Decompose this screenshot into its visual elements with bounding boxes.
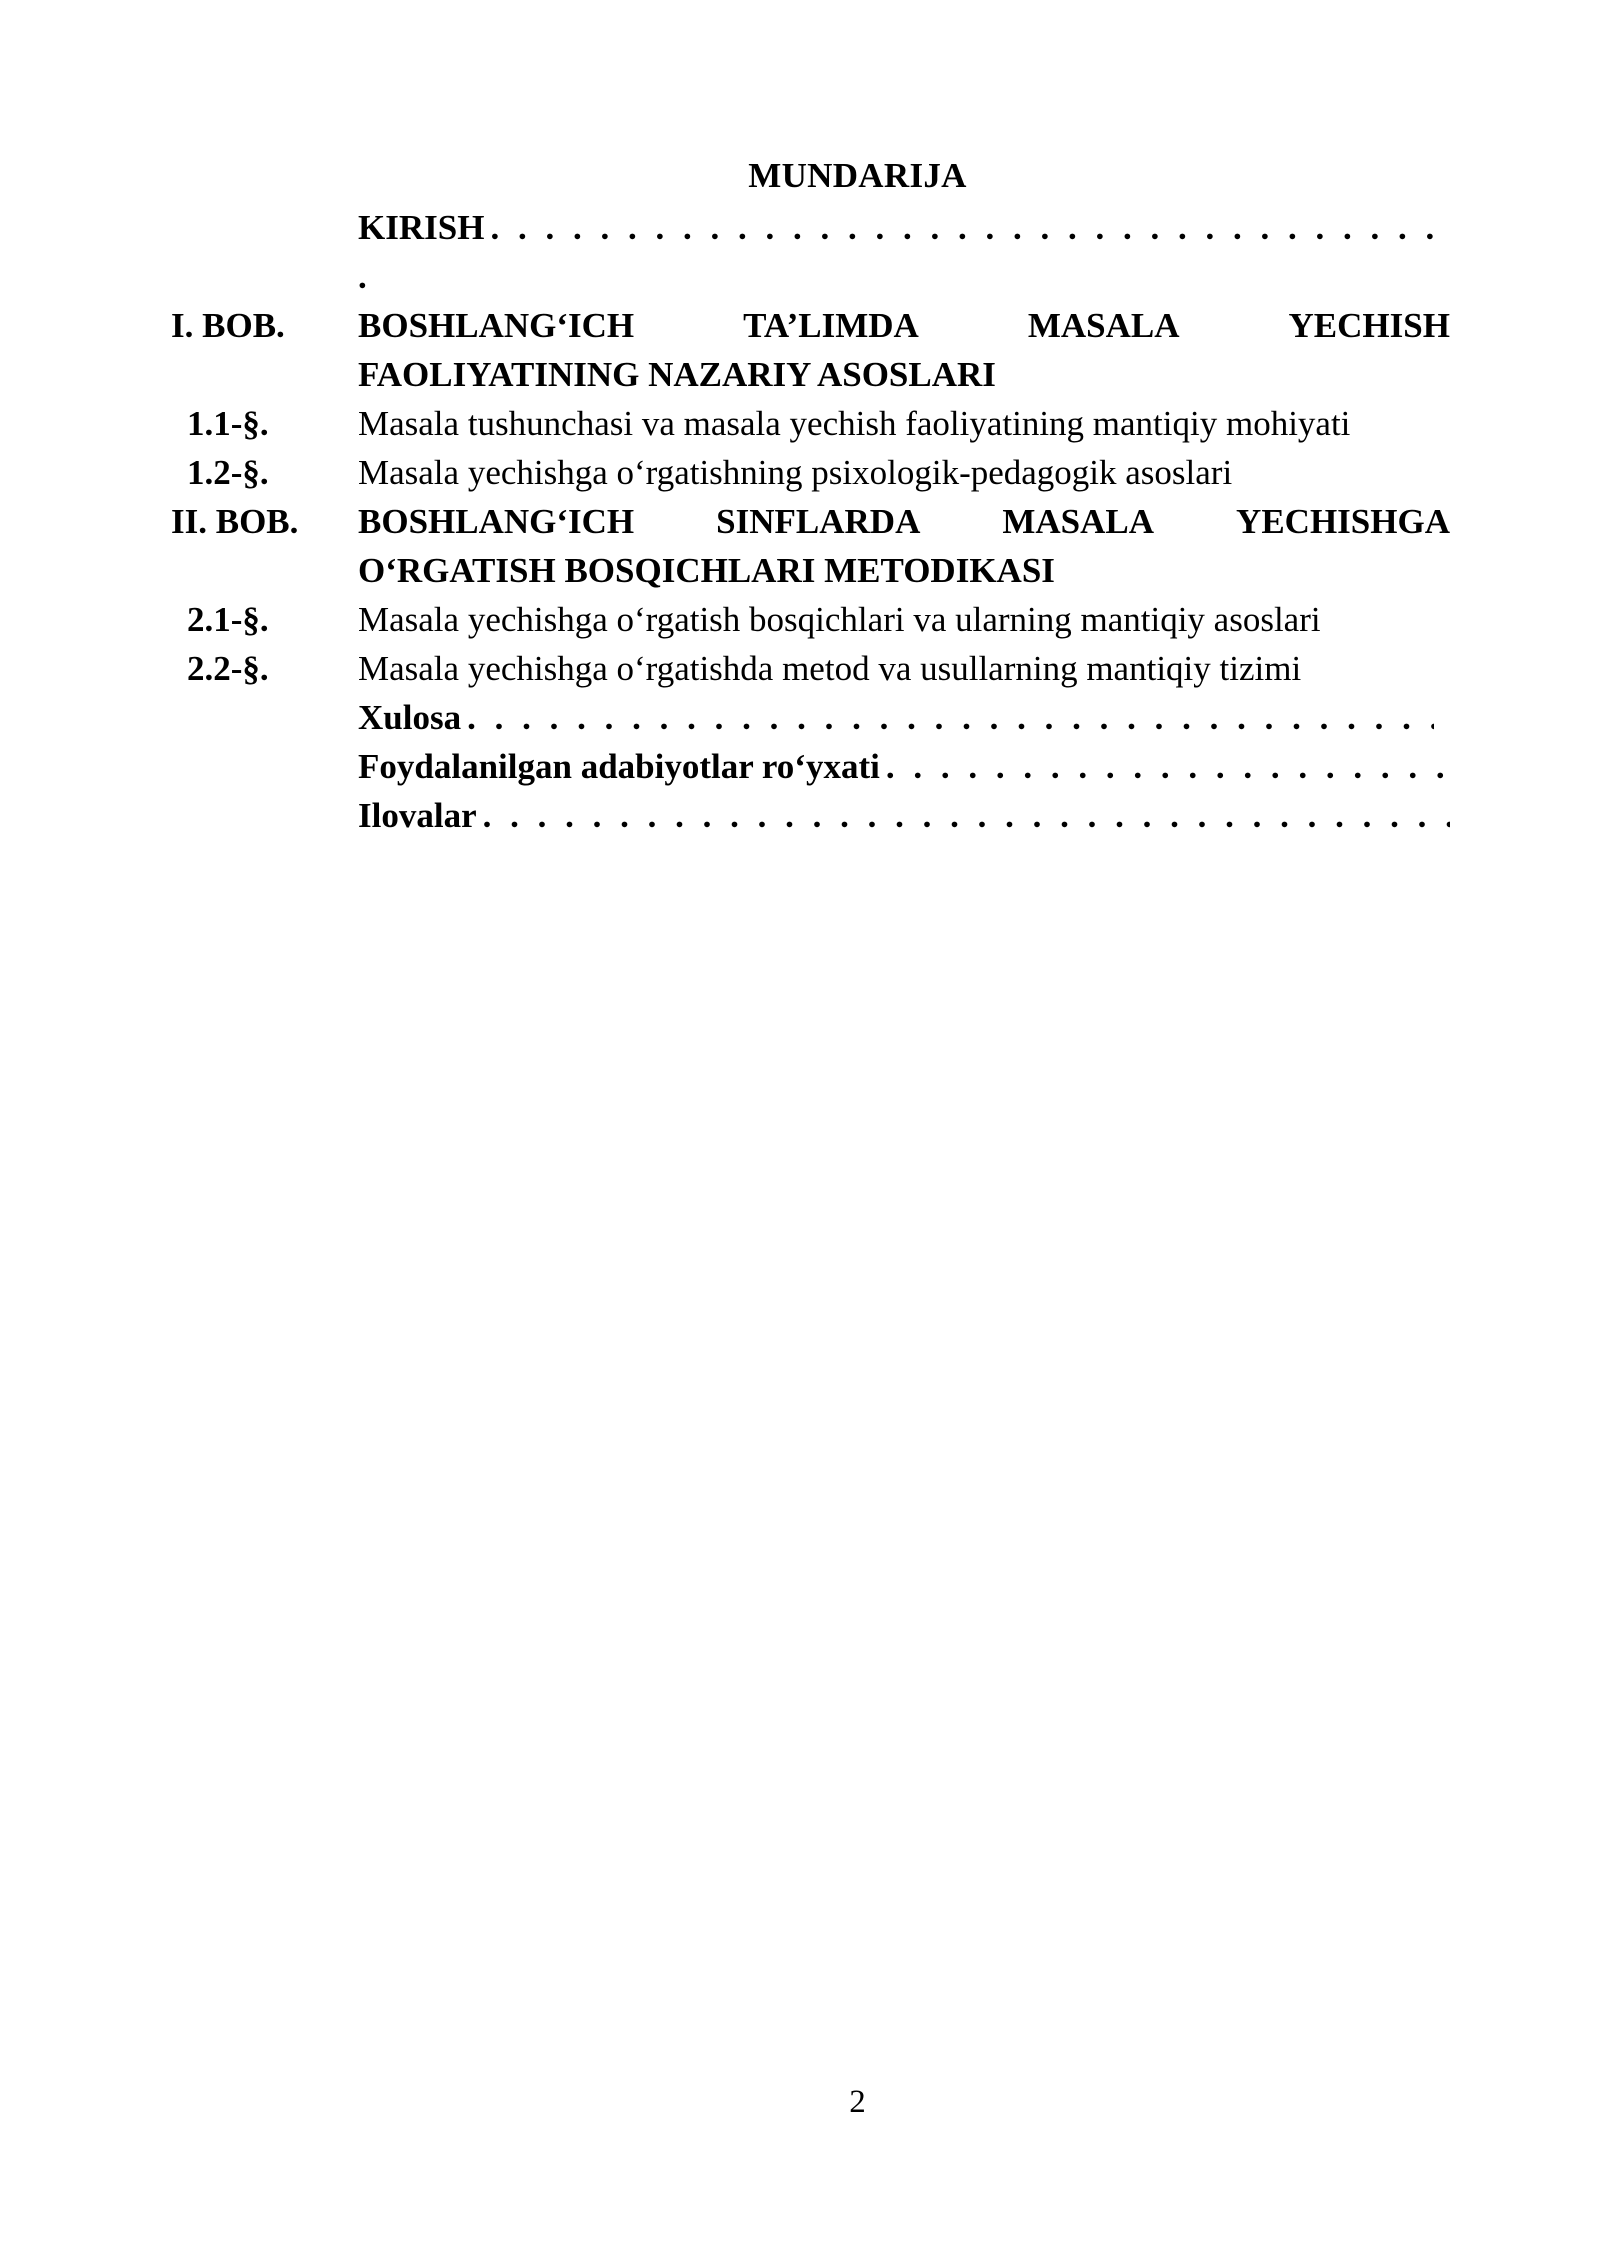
section-number: 1.2-§. xyxy=(187,453,269,492)
chapter-number: I. BOB. xyxy=(171,306,285,345)
section-title-text: Masala yechishga o‘rgatishning psixologik-pedagogik asoslari xyxy=(358,453,1233,492)
chapter-title-word: MASALA xyxy=(1002,502,1155,541)
page-number: 2 xyxy=(849,2084,866,2120)
section-title xyxy=(358,399,1450,448)
section-title xyxy=(358,448,1450,497)
toc-entry-text xyxy=(358,742,1450,791)
chapter-title xyxy=(358,301,1450,399)
chapter-title-word: YECHISH xyxy=(1288,306,1450,345)
dot-leader xyxy=(880,742,1450,791)
chapter-title-word: YECHISHGA xyxy=(1236,502,1450,541)
toc-title: MUNDARIJA xyxy=(748,156,967,195)
chapter-title-word: TA’LIMDA xyxy=(743,306,919,345)
section-number: 1.1-§. xyxy=(187,404,269,443)
chapter-title-word: BOSHLANG‘ICH xyxy=(358,502,635,541)
section-title xyxy=(358,595,1450,644)
toc-dotted-line xyxy=(358,791,1450,840)
toc-entry-text xyxy=(358,791,1450,840)
section-title-text: Masala tushunchasi va masala yechish faoliyatining mantiqiy mohiyati xyxy=(358,404,1351,443)
section-number: 2.2-§. xyxy=(187,649,269,688)
toc-dotted-line xyxy=(358,203,1450,252)
section-number: 2.1-§. xyxy=(187,600,269,639)
chapter-title-line1 xyxy=(358,497,1450,546)
section-title-text: Masala yechishga o‘rgatishda metod va usullarning mantiqiy tizimi xyxy=(358,649,1302,688)
dot-leader xyxy=(461,693,1434,742)
section-title xyxy=(358,644,1450,693)
chapter-number: II. BOB. xyxy=(171,502,299,541)
toc-entry-label: Foydalanilgan adabiyotlar ro‘yxati xyxy=(358,747,880,786)
dot-leader xyxy=(484,203,1450,252)
toc-entry-overflow-dot: . xyxy=(358,257,367,296)
toc-entry-text xyxy=(358,203,1450,301)
toc-entry-label: Ilovalar xyxy=(358,796,477,835)
dot-leader xyxy=(477,791,1450,840)
toc-dotted-line xyxy=(358,742,1450,791)
section-title-text: Masala yechishga o‘rgatish bosqichlari va ularning mantiqiy asoslari xyxy=(358,600,1321,639)
chapter-title-line1 xyxy=(358,301,1450,350)
chapter-title xyxy=(358,497,1450,595)
toc-dotted-line xyxy=(358,693,1434,742)
chapter-title-line2: FAOLIYATINING NAZARIY ASOSLARI xyxy=(358,355,996,394)
chapter-title-word: SINFLARDA xyxy=(716,502,921,541)
chapter-title-word: BOSHLANG‘ICH xyxy=(358,306,635,345)
toc-entry-label: KIRISH xyxy=(358,208,485,247)
toc-entry-text xyxy=(358,693,1434,742)
chapter-title-line2: O‘RGATISH BOSQICHLARI METODIKASI xyxy=(358,551,1055,590)
toc-entry-label: Xulosa xyxy=(358,698,462,737)
chapter-title-word: MASALA xyxy=(1027,306,1180,345)
